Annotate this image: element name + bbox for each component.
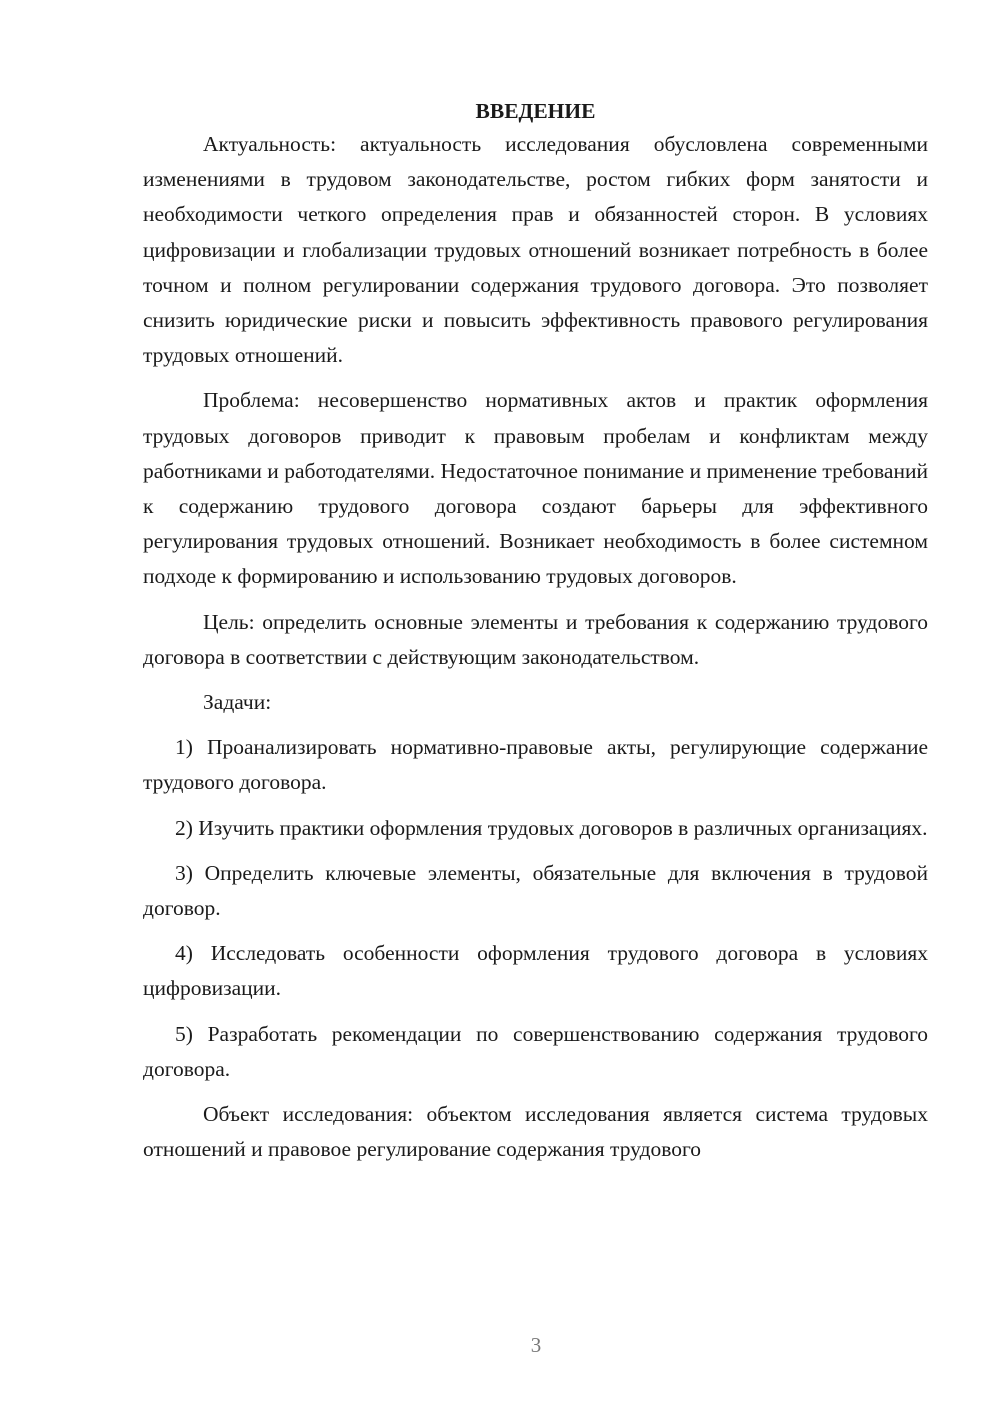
section-title: ВВЕДЕНИЕ <box>475 99 596 123</box>
task-item-2: 2) Изучить практики оформления трудовых договоров в различных организациях. <box>175 815 928 840</box>
paragraph-relevance: Актуальность: актуальность исследования обусловлена современными изменениями в трудовом законодательстве, ростом гибких форм занятости и необходимости четкого определения прав и обязанностей сторон. В условиях цифровизации и глобализации трудовых отношений возникает потребность в более точном и полном регулировании содержания трудового договора. Это позволяет снизить юридические риски и повысить эффективность правового регулирования трудовых отношений. <box>143 132 928 368</box>
paragraph-problem: Проблема: несовершенство нормативных актов и практик оформления трудовых договоров приводит к правовым пробелам и конфликтам между работниками и работодателями. Недостаточное понимание и применение требований к содержанию трудового договора создают барьеры для эффективного регулирования трудовых отношений. Возникает необходимость в более системном подходе к формированию и использованию трудовых договоров. <box>143 388 928 589</box>
page-number: 3 <box>530 1333 542 1357</box>
task-item-4: 4) Исследовать особенности оформления трудового договора в условиях цифровизации. <box>143 941 928 1001</box>
task-item-5: 5) Разработать рекомендации по совершенствованию содержания трудового договора. <box>143 1021 928 1081</box>
paragraph-object: Объект исследования: объектом исследования является система трудовых отношений и правовое регулирование содержания трудового <box>143 1102 928 1162</box>
paragraph-goal: Цель: определить основные элементы и требования к содержанию трудового договора в соответствии с действующим законодательством. <box>143 609 928 669</box>
task-item-3: 3) Определить ключевые элементы, обязательные для включения в трудовой договор. <box>143 860 928 921</box>
document-page <box>143 96 928 1167</box>
tasks-label: Задачи: <box>203 690 272 715</box>
task-item-1: 1) Проанализировать нормативно-правовые акты, регулирующие содержание трудового договора. <box>143 735 928 795</box>
